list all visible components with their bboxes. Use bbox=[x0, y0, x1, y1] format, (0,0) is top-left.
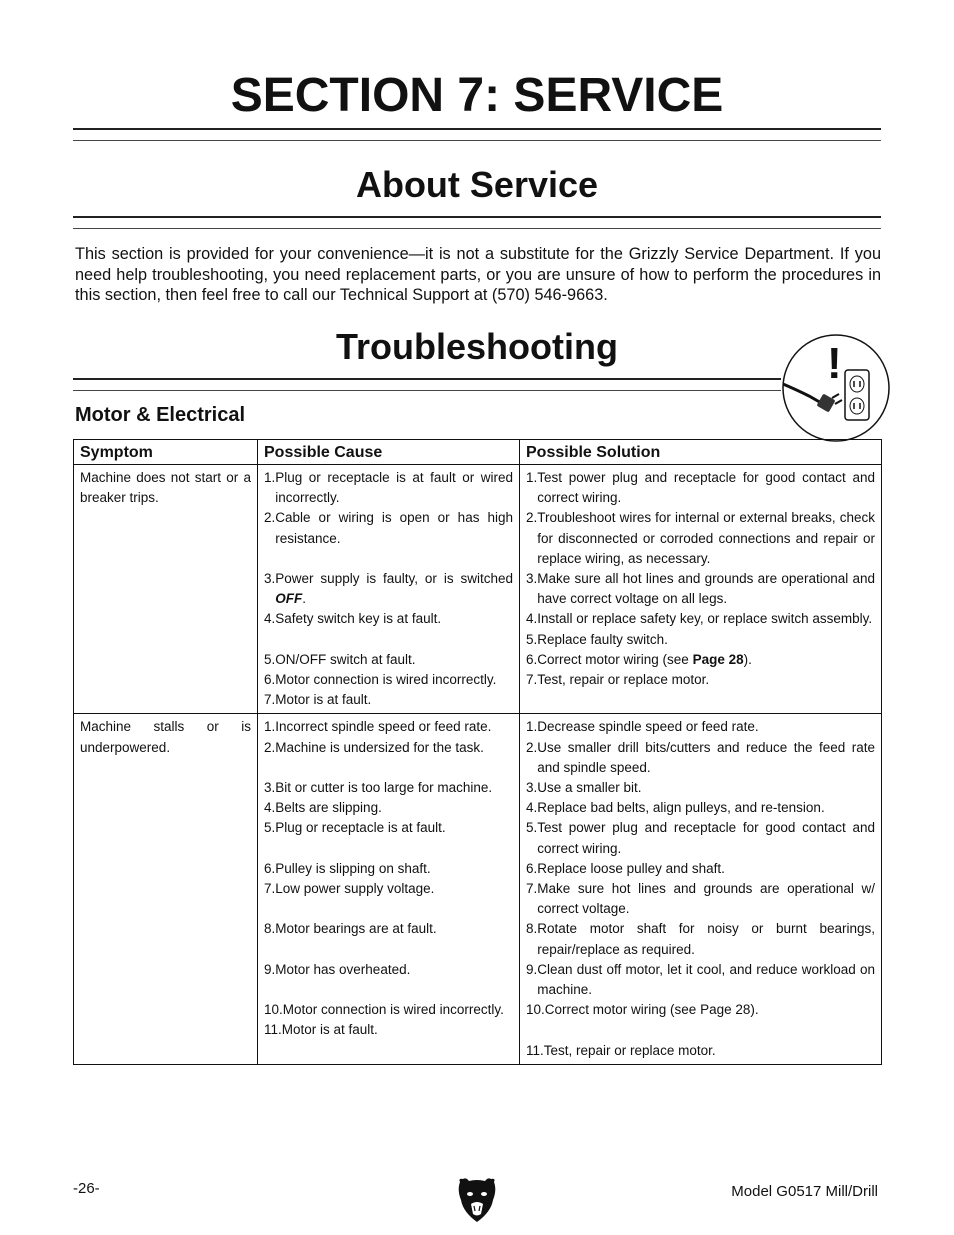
solution-cell bbox=[520, 465, 882, 714]
list-item: 11. Test, repair or replace motor. bbox=[526, 1042, 716, 1058]
page-title: SECTION 7: SERVICE bbox=[230, 69, 724, 122]
list-item: 2. Machine is undersized for the task. bbox=[264, 739, 484, 755]
svg-text:!: ! bbox=[827, 339, 842, 388]
list-item: 9. Clean dust off motor, let it cool, and reduce workload on machine. bbox=[526, 961, 875, 998]
table-header-row bbox=[74, 440, 882, 465]
solution-cell bbox=[520, 714, 882, 1064]
list-item: 5. Plug or receptacle is at fault. bbox=[264, 820, 446, 836]
title-rule-bottom bbox=[73, 140, 881, 141]
list-item: 7. Test, repair or replace motor. bbox=[526, 672, 710, 688]
cause-cell bbox=[258, 465, 520, 714]
troubleshooting-rule-top bbox=[73, 378, 781, 380]
list-item: 2. Troubleshoot wires for internal or external breaks, check for disconnected or corroded connections and repair or replace wiring, as necessary. bbox=[526, 510, 875, 566]
list-item: 9. Motor has overheated. bbox=[264, 961, 411, 977]
about-rule-top bbox=[73, 216, 881, 218]
troubleshooting-table bbox=[73, 439, 882, 1065]
list-item: 7. Make sure hot lines and grounds are operational w/ correct voltage. bbox=[526, 881, 875, 917]
list-item: 5. ON/OFF switch at fault. bbox=[264, 651, 416, 667]
list-item: 3. Make sure all hot lines and grounds are operational and have correct voltage on all legs. bbox=[526, 571, 875, 607]
list-item: 6. Pulley is slipping on shaft. bbox=[264, 860, 431, 876]
list-item: 3. Bit or cutter is too large for machine. bbox=[264, 780, 493, 795]
cause-cell bbox=[258, 714, 520, 1064]
column-header-cause: Possible Cause bbox=[258, 440, 520, 465]
list-item: 1. Decrease spindle speed or feed rate. bbox=[526, 719, 759, 735]
list-item: 7. Motor is at fault. bbox=[264, 692, 372, 708]
list-item: 10. Motor connection is wired incorrectly. bbox=[264, 1002, 504, 1018]
title-rule-top bbox=[73, 128, 881, 130]
list-item: 6. Replace loose pulley and shaft. bbox=[526, 860, 725, 876]
list-item: 5. Test power plug and receptacle for good contact and correct wiring. bbox=[526, 820, 875, 856]
about-service-heading: About Service bbox=[355, 164, 599, 205]
about-rule-bottom bbox=[73, 228, 881, 229]
list-item: 2. Cable or wiring is open or has high resistance. bbox=[264, 510, 513, 546]
troubleshooting-rule-bottom bbox=[73, 390, 781, 391]
list-item: 1. Incorrect spindle speed or feed rate. bbox=[264, 719, 492, 735]
list-item: 4. Replace bad belts, align pulleys, and re-tension. bbox=[526, 800, 825, 816]
table-row bbox=[74, 465, 882, 714]
column-header-symptom: Symptom bbox=[74, 440, 258, 465]
list-item: 11. Motor is at fault. bbox=[264, 1022, 378, 1038]
grizzly-bear-logo-icon bbox=[456, 1176, 498, 1224]
model-name: Model G0517 Mill/Drill bbox=[731, 1183, 878, 1200]
list-item: 2. Use smaller drill bits/cutters and reduce the feed rate and spindle speed. bbox=[526, 739, 875, 775]
list-item: 3. Power supply is faulty, or is switched OFF. bbox=[264, 571, 513, 607]
list-item: 6. Correct motor wiring (see Page 28). bbox=[526, 651, 752, 667]
list-item: 4. Safety switch key is at fault. bbox=[264, 611, 442, 627]
table-row bbox=[74, 714, 882, 1064]
list-item: 4. Install or replace safety key, or replace switch assembly. bbox=[526, 611, 873, 627]
list-item: 6. Motor connection is wired incorrectly. bbox=[264, 672, 497, 687]
about-service-paragraph: This section is provided for your convenience—it is not a substitute for the Grizzly Service Department. If you need help troubleshooting, you need replacement parts, or you are unsure of how to perform the procedures in this section, then feel free to call our Technical Support at (570) 546-9663. bbox=[75, 245, 881, 304]
symptom-cell: Machine stalls or is underpowered. bbox=[74, 714, 258, 1064]
list-item: 3. Use a smaller bit. bbox=[526, 780, 642, 796]
list-item: 1. Plug or receptacle is at fault or wired incorrectly. bbox=[264, 470, 513, 506]
list-item: 5. Replace faulty switch. bbox=[526, 631, 668, 647]
list-item: 10. Correct motor wiring (see Page 28). bbox=[526, 1002, 759, 1018]
motor-electrical-subheading: Motor & Electrical bbox=[75, 404, 246, 426]
list-item: 8. Rotate motor shaft for noisy or burnt bearings, repair/replace as required. bbox=[526, 921, 875, 957]
electrical-warning-icon bbox=[779, 334, 893, 442]
column-header-solution: Possible Solution bbox=[520, 440, 882, 465]
list-item: 1. Test power plug and receptacle for good contact and correct wiring. bbox=[526, 470, 875, 506]
symptom-cell: Machine does not start or a breaker trips. bbox=[74, 465, 258, 714]
page-number: -26- bbox=[73, 1180, 100, 1197]
list-item: 4. Belts are slipping. bbox=[264, 800, 382, 816]
troubleshooting-heading: Troubleshooting bbox=[336, 326, 618, 367]
list-item: 8. Motor bearings are at fault. bbox=[264, 921, 437, 937]
list-item: 7. Low power supply voltage. bbox=[264, 881, 435, 896]
